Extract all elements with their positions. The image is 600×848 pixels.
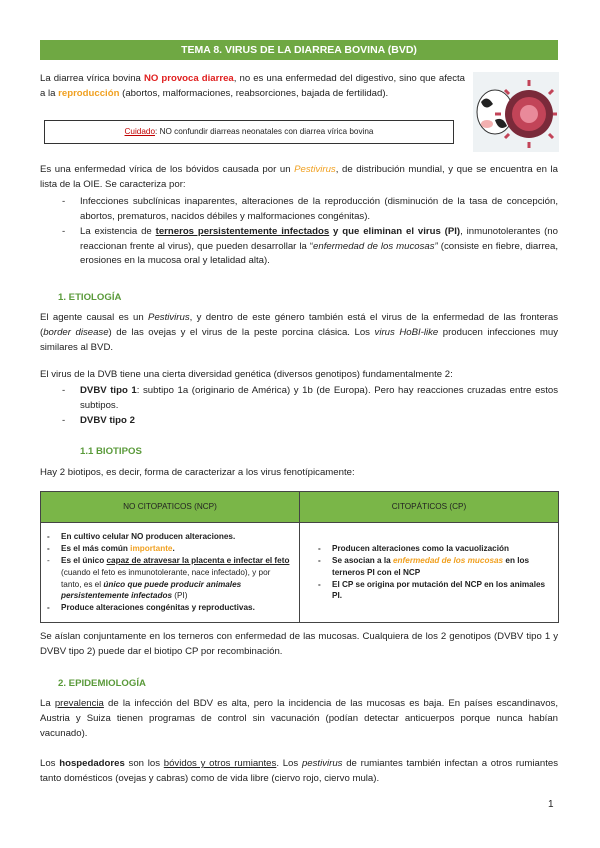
characteristics-list bbox=[40, 195, 558, 269]
hosts-paragraph: Los hospedadores son los bóvidos y otros rumiantes. Los pestivirus de rumiantes también infectan a otros rumiantes tanto domésticos (ovejas y cabras) como de vida libre (ciervo rojo, ciervo mula). bbox=[40, 758, 558, 784]
table-cell-cp bbox=[300, 523, 559, 623]
table-cell-ncp bbox=[41, 523, 300, 623]
list-item: - Producen alteraciones como la vacuolización bbox=[318, 543, 552, 555]
list-item: - Es el más común importante. bbox=[47, 543, 293, 555]
intro-paragraph: La diarrea vírica bovina NO provoca diarrea, no es una enfermedad del digestivo, sino que afecta a la reproducción (abortos, malformaciones, reabsorciones, bajada de fertilidad). bbox=[40, 73, 466, 99]
genotype-paragraph: El virus de la DVB tiene una cierta diversidad genética (diversos genotipos) fundamentalmente 2: bbox=[40, 369, 453, 380]
section-heading-etiology: 1. ETIOLOGÍA bbox=[58, 292, 122, 303]
description-paragraph: Es una enfermedad vírica de los bóvidos causada por un Pestivirus, de distribución mundial, y que se encuentra en la lista de la OIE. Se caracteriza por: bbox=[40, 164, 559, 190]
list-item: - DVBV tipo 1: subtipo 1a (originario de América) y 1b (de Europa). Pero hay reacciones cruzadas entre estos subtipos. bbox=[40, 384, 558, 414]
list-item: - Es el único capaz de atravesar la placenta e infectar el feto (cuando el feto es inmunotolerante, nace infectado), y por tanto, es el único que puede producir animales persistentemente infectados (PI) bbox=[47, 555, 293, 603]
page-number: 1 bbox=[548, 799, 554, 810]
list-item: - Infecciones subclínicas inaparentes, alteraciones de la reproducción (disminución de la tasa de concepción, abortos, prematuros, nacidos débiles y malformaciones congénitas). bbox=[40, 195, 558, 225]
warning-note: Cuidado: NO confundir diarreas neonatales con diarrea vírica bovina bbox=[44, 120, 454, 144]
list-item: - El CP se origina por mutación del NCP en los animales PI. bbox=[318, 579, 552, 603]
list-item: - Produce alteraciones congénitas y reproductivas. bbox=[47, 602, 293, 614]
list-item: - Se asocian a la enfermedad de los mucosas en los terneros PI con el NCP bbox=[318, 555, 552, 579]
list-item: - La existencia de terneros persistentemente infectados y que eliminan el virus (PI), inmunotolerantes (no reaccionan frente al virus), que pueden desarrollar la “enfermedad de los mucosas” (consiste en fiebre, diarrea, erosiones en la mucosa oral y letalidad alta). bbox=[40, 225, 558, 270]
prevalence-paragraph: La prevalencia de la infección del BDV es alta, pero la incidencia de las mucosas es baja. En países escandinavos, Austria y Suiza tienen programas de control sin vacunación (podían detectar anticuerpos porque nunca habían vacunado). bbox=[40, 698, 558, 739]
section-heading-epidemiology: 2. EPIDEMIOLOGÍA bbox=[58, 678, 146, 689]
virus-illustration bbox=[473, 72, 559, 152]
etiology-paragraph: El agente causal es un Pestivirus, y dentro de este género también está el virus de la enfermedad de las fronteras (border disease) de las ovejas y el virus de la peste porcina clásica. Los virus HoBI-like producen infecciones muy similares al BVD. bbox=[40, 312, 558, 353]
table-header-ncp: NO CITOPATICOS (NCP) bbox=[41, 492, 300, 523]
list-item: - DVBV tipo 2 bbox=[40, 414, 558, 429]
biotypes-table bbox=[40, 491, 559, 623]
list-item: - En cultivo celular NO producen alteraciones. bbox=[47, 531, 293, 543]
table-header-cp: CITOPÁTICOS (CP) bbox=[300, 492, 559, 523]
genotype-list bbox=[40, 384, 558, 429]
after-table-paragraph: Se aíslan conjuntamente en los terneros con enfermedad de las mucosas. Cualquiera de los 2 genotipos (DVBV tipo 1 y DVBV tipo 2) puede dar el biotipo CP por recombinación. bbox=[40, 631, 558, 657]
biotypes-paragraph: Hay 2 biotipos, es decir, forma de caracterizar a los virus fenotípicamente: bbox=[40, 467, 355, 478]
page-title: TEMA 8. VIRUS DE LA DIARREA BOVINA (BVD) bbox=[40, 40, 558, 60]
section-heading-biotypes: 1.1 BIOTIPOS bbox=[80, 446, 142, 457]
